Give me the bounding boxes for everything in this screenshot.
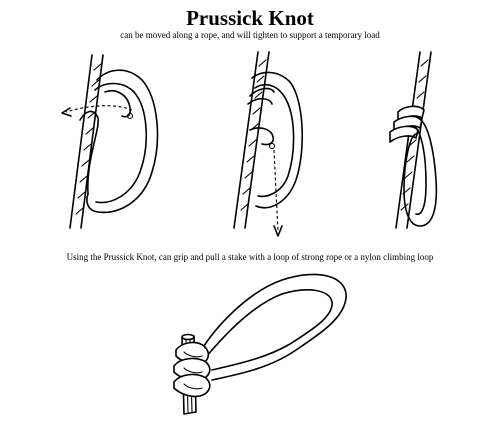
bottom-caption: Using the Prussick Knot, can grip and pull a stake with a loop of strong rope or a nylon climbing loop [66,252,434,262]
page-subtitle: can be moved along a rope, and will tighten to support a temporary load [120,30,380,40]
stake-knot [174,343,210,397]
page-title: Prussick Knot [186,6,314,30]
rope-loop [200,274,346,380]
